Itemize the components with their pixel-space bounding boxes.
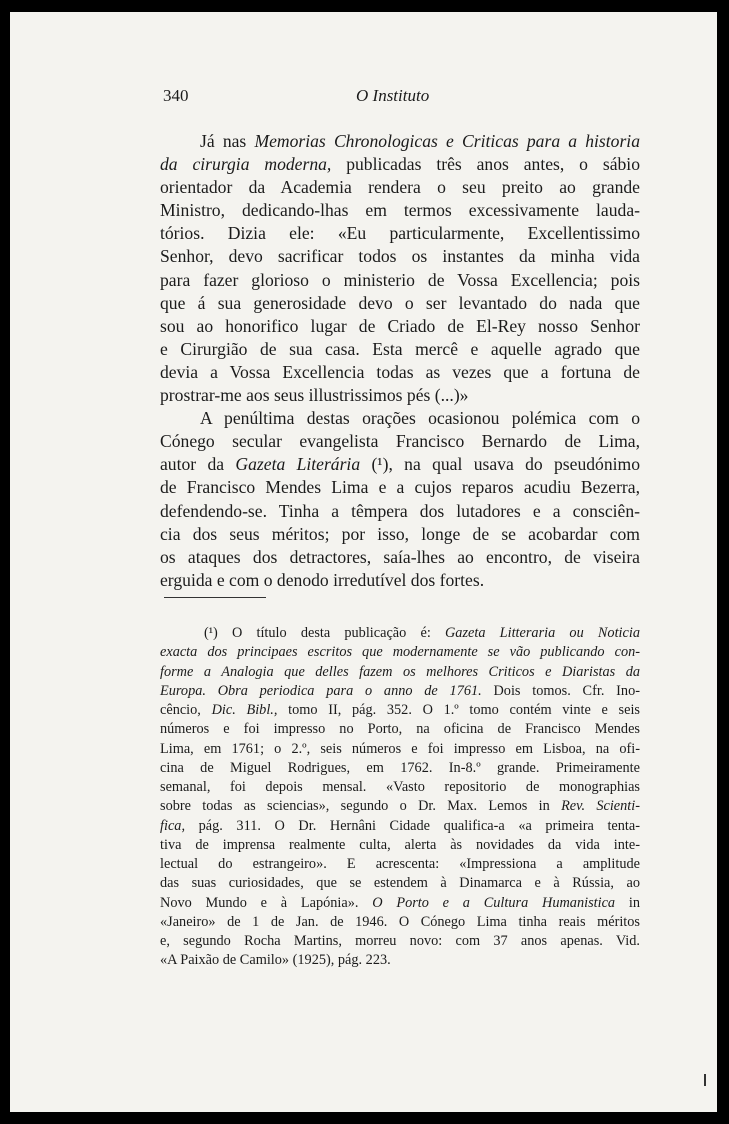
footnote-separator (164, 597, 266, 598)
footnote-line: fica, pág. 311. O Dr. Hernâni Cidade qualifica-a «a primeira tenta- (160, 817, 640, 834)
footnote-line: cina de Miguel Rodrigues, em 1762. In-8.º grande. Primeiramente (160, 759, 640, 776)
text-line: A penúltima destas orações ocasionou polémica com o (200, 408, 640, 429)
text-line: para fazer glorioso o ministerio de Vossa Excellencia; pois (160, 269, 640, 290)
text-line: prostrar-me aos seus illustrissimos pés (...)» (160, 385, 469, 406)
footnote (160, 624, 640, 971)
italic-title: da cirurgia moderna, (160, 154, 332, 175)
footnote-line: e, segundo Rocha Martins, morreu novo: com 37 anos apenas. Vid. (160, 933, 640, 949)
text-line: devia a Vossa Excellencia todas as vezes que a fortuna de (160, 361, 640, 382)
text-line: cia dos seus méritos; por isso, longe de se acobardar com (160, 523, 640, 544)
footnote-line: forme a Analogia que delles fazem os melhores Criticos e Diaristas da (160, 663, 640, 680)
footnote-line: «Janeiro» de 1 de Jan. de 1946. O Cónego Lima tinha reais méritos (160, 913, 640, 930)
text-line: Cónego secular evangelista Francisco Bernardo de Lima, (160, 431, 640, 452)
text-line: erguida e com o denodo irredutível dos fortes. (160, 569, 485, 590)
text-line: que á sua generosidade devo o ser levantado do nada que (160, 292, 640, 313)
footnote-line: sobre todas as sciencias», segundo o Dr. Max. Lemos in Rev. Scienti- (160, 798, 641, 815)
footnote-line: «A Paixão de Camilo» (1925), pág. 223. (160, 952, 391, 969)
italic-title: Memorias Chronologicas e Criticas para a historia (254, 131, 640, 151)
body-text (160, 130, 640, 592)
footnote-line: (¹) O título desta publicação é: Gazeta Litteraria ou Noticia (204, 625, 640, 641)
running-title: O Instituto (356, 86, 430, 105)
text-line: de Francisco Mendes Lima e a cujos reparos acudiu Bezerra, (160, 477, 640, 498)
italic-title: Gazeta Literária (235, 454, 361, 475)
text-line: sou ao honorifico lugar de Criado de El-Rey nosso Senhor (160, 315, 640, 336)
footnote-line: cêncio, Dic. Bibl., tomo II, pág. 352. O 1.º tomo contém vinte e seis (160, 702, 640, 718)
footnote-line: exacta dos principaes escritos que modernamente se vão publicando con- (160, 644, 640, 661)
text-line: e Cirurgião de sua casa. Esta mercê e aquelle agrado que (160, 338, 640, 359)
text-line: tórios. Dizia ele: «Eu particularmente, Excellentissimo (160, 223, 640, 244)
book-page (10, 12, 717, 1112)
footnote-line: Novo Mundo e à Lapónia». O Porto e a Cultura Humanistica in (160, 894, 640, 911)
text-line: Ministro, dedicando-lhas em termos excessivamente lauda- (160, 200, 640, 221)
footnote-line: semanal, foi depois mensal. «Vasto repositorio de monographias (160, 779, 640, 795)
text-line: Senhor, devo sacrificar todos os instantes da minha vida (160, 246, 640, 267)
footnote-line: lectual do estrangeiro». E acrescenta: «Impressiona a amplitude (160, 856, 640, 872)
footnote-line: das suas curiosidades, que se estendem à Dinamarca e à Rússia, ao (160, 875, 640, 892)
text-line: orientador da Academia rendera o seu preito ao grande (160, 177, 640, 198)
page-header (10, 86, 717, 108)
footnote-line: Europa. Obra periodica para o anno de 1761. Dois tomos. Cfr. Ino- (160, 682, 640, 699)
scan-speck (704, 1074, 706, 1086)
text-line: os ataques dos detractores, saía-lhes ao encontro, de viseira (160, 546, 640, 567)
text-line: da cirurgia moderna, publicadas três anos antes, o sábio (160, 154, 640, 175)
footnote-line: Lima, em 1761; o 2.º, seis números e foi impresso em Lisboa, na ofi- (160, 740, 640, 757)
text-line: defendendo-se. Tinha a têmpera dos lutadores e a consciên- (160, 500, 640, 521)
footnote-line: números e foi impresso no Porto, na oficina de Francisco Mendes (160, 721, 640, 738)
page-number: 340 (163, 86, 189, 105)
text-line: Já nas Memorias Chronologicas e Criticas para a historia (200, 131, 640, 151)
text-line: autor da Gazeta Literária (¹), na qual usava do pseudónimo (160, 454, 640, 475)
footnote-line: tiva de imprensa realmente culta, alerta às novidades da vida inte- (160, 836, 640, 853)
